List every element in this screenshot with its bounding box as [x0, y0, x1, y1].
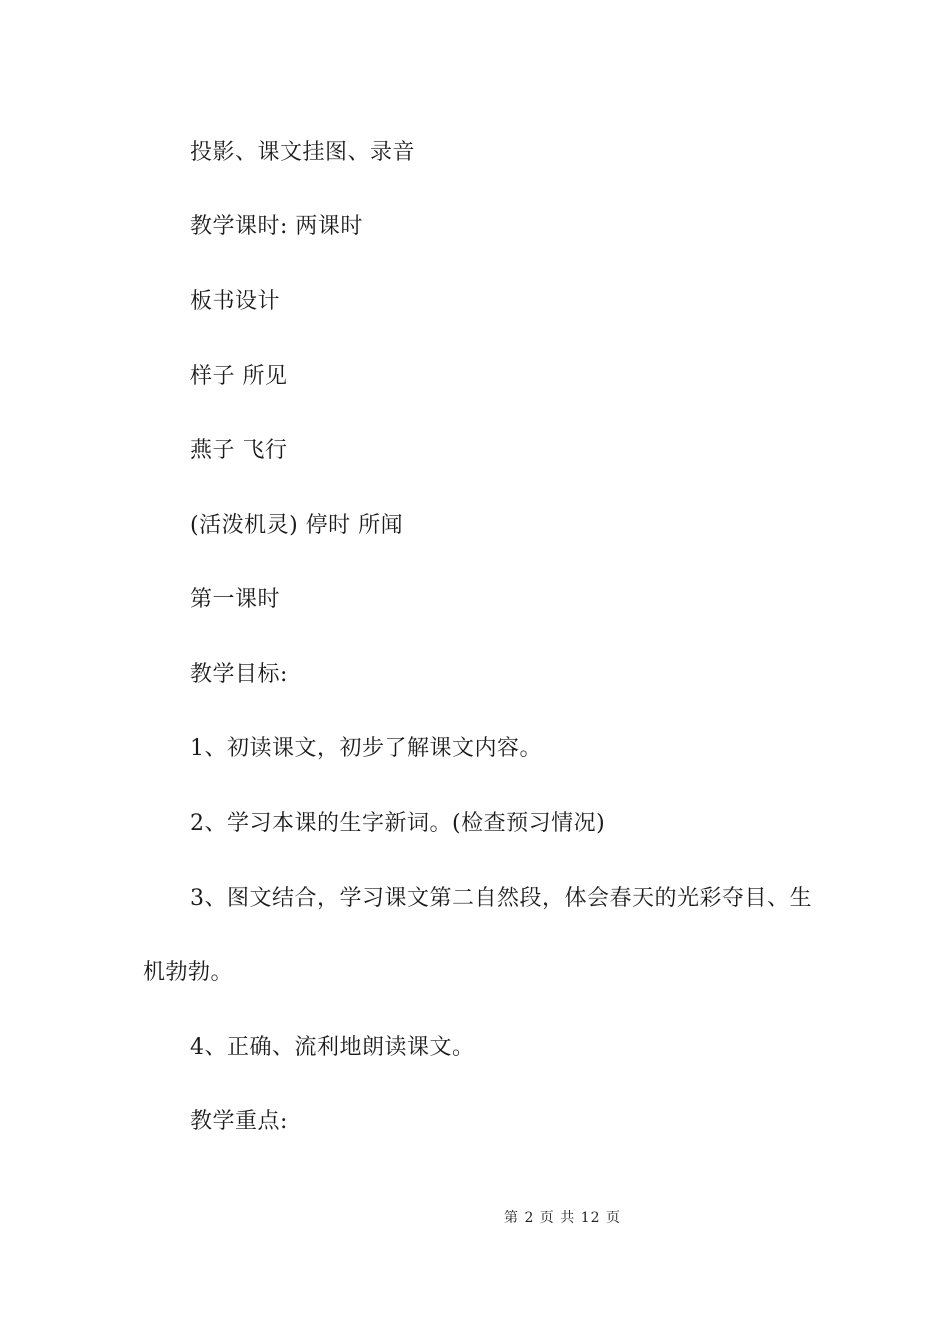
goal-item-3: 3、图文结合，学习课文第二自然段，体会春天的光彩夺目、生: [190, 886, 812, 911]
goal-item-2: 2、学习本课的生字新词。(检查预习情况): [190, 811, 606, 836]
board-line-lively: (活泼机灵) 停时 所闻: [190, 513, 404, 538]
heading-teaching-focus: 教学重点:: [190, 1109, 288, 1134]
board-line-swallow: 燕子 飞行: [190, 438, 288, 463]
page-footer: [0, 1208, 950, 1228]
board-line-appearance: 样子 所见: [190, 364, 288, 389]
heading-teaching-goals: 教学目标:: [190, 662, 288, 687]
goal-item-1: 1、初读课文，初步了解课文内容。: [190, 736, 542, 761]
paragraph-board-design: 板书设计: [190, 289, 281, 314]
heading-first-lesson: 第一课时: [190, 587, 281, 612]
paragraph-materials: 投影、课文挂图、录音: [190, 140, 416, 165]
goal-item-4: 4、正确、流利地朗读课文。: [190, 1035, 475, 1060]
paragraph-class-hours: 教学课时: 两课时: [190, 214, 363, 239]
goal-item-3-continued: 机勃勃。: [143, 960, 234, 985]
page-number: 第 2 页 共 12 页: [504, 1210, 621, 1226]
